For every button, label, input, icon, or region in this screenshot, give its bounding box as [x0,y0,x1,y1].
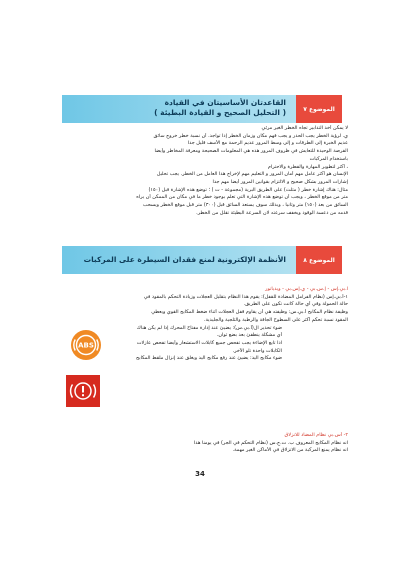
section8-line: حالة الحمولة وفي أي حالة كانت تكون على الطريق. [243,301,348,308]
section8-line: ضوء مكابح اليد: يضيئ عند رفع مكابح اليد ويغلق عند إنزال ملقط المكابح [136,355,282,362]
section7-line: ي. لرؤية الخطر يجب الحذر و يجب فهم مكان وزمان الخطر إذا تواجد. أن نسبة خطر خروج سائق [153,132,348,139]
section8-line: الكابلات واحدة تلو الأخر. [232,347,282,354]
section7-line: مثال: هناك إشارة خطر ( مثلث) على الطريق البرية (مجموعة - ت ) ؛ توضع هذه الإشارة قبل (١٥٠) [148,186,348,193]
section7-banner [62,95,342,123]
section7-title [68,98,286,118]
abs-icon-text: ABS [78,341,94,350]
section8-sub-line: انه نظام يمنع المركبة من الانزلاق في الأماكن الغير مهمة. [232,447,348,454]
section8-line: ضوء تحذير ال(أ.بي.س): يضيئ عند إدارة مفتاح المحرك إذا لم يكن هناك [136,324,282,331]
section7-line: السائق من بعد (١٥٠) متر وثانيا ، وبذلك سوف يستعد السائق قبل (٣٠٠) متر قبل موقع الخطر ويسحب [142,202,348,209]
section8-line: وظيفة نظام المكابح أ.بي.س: وظيفته هي أن يقاوم قفل العجلات أثناء ضغط المكابح القوي ويعطي [151,309,348,316]
section8-sub-line: ٢- أس.بي نظام المضاد للانزلاق [284,432,348,438]
section8-subsection [60,432,348,455]
section8-banner [62,246,342,274]
section7-tag: الموضوع ٧ [296,95,342,123]
section8-line: أي مشكلة ينطفئ بعد بضع ثوان. [216,332,282,339]
section7-line: ، أكثر لتطوير المهارة والفطرة والاحترام [267,163,348,170]
section8-body [60,286,348,363]
section7-line: متر من موقع الخطر ، ويجب أن توضع هذه الإشارة التي تعلم بوجود خطر ما في مكان من الممكن أن يراه [136,194,348,201]
section7-line: الإنسان هو أكثر عامل مهم أمان المرور و التعليم مهم لإخراج هذا العامل من الخطر. يجب تحليل [156,171,348,178]
section7-line: قدمه من دعسة الوقود ويخفف سرعته لان السرعة البطيئة تقلل من الخطر. [196,209,348,216]
section7-body [60,125,348,217]
section8-line: اذا تابع الإضاءة يجب تفحص جميع كابلات الاستشعار وأيضا تفحص عازلات [136,339,282,346]
section7-title-line2: ( التحليل الصحيح و القيادة البطيئة ) [154,108,286,117]
section8-line: المقود نسبة تحكم أكثر على السطوح الجافة والرطبة والثلجية والجليدية. [203,316,348,323]
section7-line: عديم الخبرة إلى الطرقات و إلى وسط المرور عديم الرحمة مع الأسف قليل جدا [187,140,348,147]
section7-line: باستخدام المركبات [309,155,348,162]
abs-warning-icon [71,330,101,360]
section8-tag: الموضوع ٨ [296,246,342,274]
section7-line: لا يمكن أخذ التدابير تجاه الخطر الغير مرئي [261,125,348,131]
section8-title: الأنظمة الإلكترونية لمنع فقدان السيطرة على المركبات [83,255,286,264]
section8-sub-line: انه نظام المكابح المعروف ب. ت.ج.س (نظام التحكم في الجر) في يومنا هذا [193,439,348,446]
section7-title-line1: القاعدتان الأساسيتان في القيادة [164,98,286,107]
page-number: 34 [195,470,205,478]
section8-line: ١-أ.بي.إس (نظام الفرامل المضادة للقفل): يقوم هذا النظام بتقليل العجلات وزيادة التحكم بالمقود في [143,293,348,300]
section7-line: الفرصة الوحيدة للتعايش في ظروف المرور هذه هي المعلومات الصحيحة ومعرفة المخاطر وأيضا [154,148,348,155]
handbrake-warning-icon [66,375,100,407]
section8-line: آ.بي.إس - إ.س.بي - ي.إس.بي - ويدياتور [265,286,348,292]
section7-line: إشارات المرور بشكل صحيح و الالتزام بقوانين المرور أيضا مهم جدا [212,178,348,185]
